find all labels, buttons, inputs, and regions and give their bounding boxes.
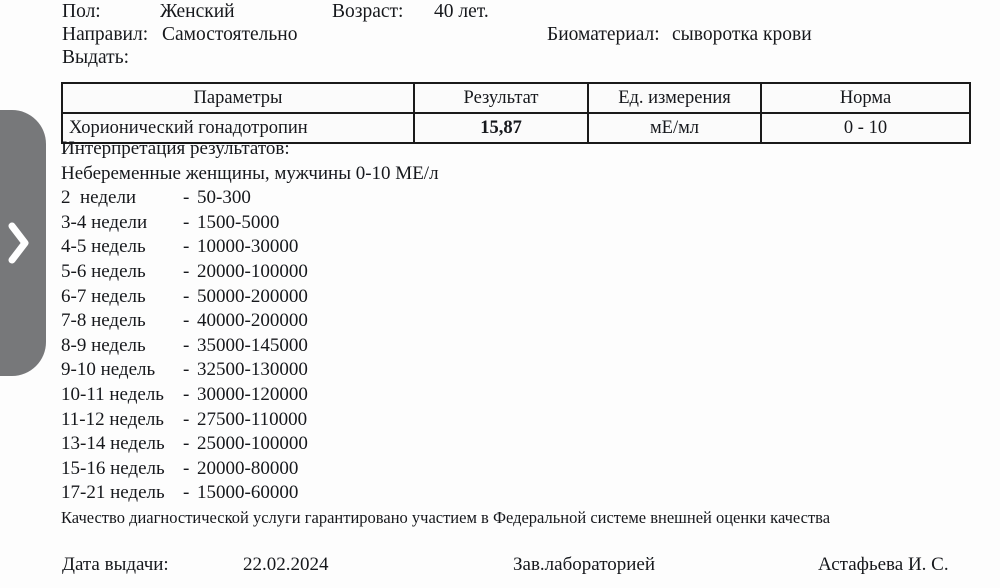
table-header-row <box>62 83 970 113</box>
gestation-row <box>61 211 941 236</box>
gestation-week-range: 50000-200000 <box>197 285 308 307</box>
interpretation-section <box>61 137 941 506</box>
gestation-week-label: 3-4 недели <box>61 211 148 233</box>
gestation-week-label: 15-16 недель <box>61 457 165 479</box>
gestation-row <box>61 235 941 260</box>
gestation-week-range: 27500-110000 <box>197 408 308 430</box>
gestation-dash: - <box>183 433 190 455</box>
gestation-row <box>61 309 941 334</box>
gestation-week-range: 1500-5000 <box>197 211 280 233</box>
sex-label: Пол: <box>62 1 101 22</box>
gestation-week-label: 5-6 недель <box>61 260 146 282</box>
gestation-row <box>61 481 941 506</box>
interpretation-title: Интерпретация результатов: <box>61 138 290 159</box>
gestation-week-range: 10000-30000 <box>197 236 299 258</box>
gestation-week-range: 35000-145000 <box>197 334 308 356</box>
gestation-dash: - <box>183 408 190 430</box>
gestation-week-range: 25000-100000 <box>197 433 308 455</box>
gestation-row <box>61 383 941 408</box>
column-header-norm: Норма <box>761 83 970 113</box>
issue-label: Выдать: <box>62 47 130 68</box>
cell-norm-range: 0 - 10 <box>761 113 970 143</box>
gestation-week-label: 9-10 недель <box>61 359 156 381</box>
gestation-row <box>61 260 941 285</box>
biomaterial-value: сыворотка крови <box>672 24 812 45</box>
gestation-week-label: 8-9 недель <box>61 334 146 356</box>
gestation-week-label: 6-7 недель <box>61 285 146 307</box>
age-value: 40 лет. <box>434 1 489 22</box>
interpretation-baseline: Небеременные женщины, мужчины 0-10 МЕ/л <box>61 162 439 184</box>
lab-head-name: Астафьева И. С. <box>818 554 949 575</box>
header-row-sex-age <box>0 0 1000 23</box>
issue-date-label: Дата выдачи: <box>62 554 169 575</box>
gestation-dash: - <box>183 310 190 332</box>
next-page-button[interactable] <box>0 110 46 376</box>
gestation-dash: - <box>183 187 190 209</box>
gestation-row <box>61 334 941 359</box>
gestation-week-range: 50-300 <box>197 187 251 209</box>
gestation-week-range: 30000-120000 <box>197 383 308 405</box>
gestation-row <box>61 285 941 310</box>
patient-header <box>0 0 1000 69</box>
gestation-week-label: 7-8 недель <box>61 310 146 332</box>
quality-guarantee-note: Качество диагностической услуги гарантировано участием в Федеральной системе внешней оценки качества <box>61 508 831 527</box>
gestation-week-label: 11-12 недель <box>61 408 164 430</box>
biomaterial-label: Биоматериал: <box>547 24 660 45</box>
cell-parameter-name: Хорионический гонадотропин <box>62 113 414 143</box>
cell-units: мЕ/мл <box>588 113 761 143</box>
cell-result-value: 15,87 <box>414 113 588 143</box>
column-header-parameter: Параметры <box>62 83 414 113</box>
gestation-dash: - <box>183 383 190 405</box>
results-table <box>61 82 971 144</box>
gestation-week-range: 20000-100000 <box>197 260 308 282</box>
gestation-row <box>61 457 941 482</box>
referral-label: Направил: <box>62 24 149 45</box>
gestation-week-label: 10-11 недель <box>61 383 164 405</box>
gestation-week-label: 13-14 недель <box>61 433 165 455</box>
gestation-week-range: 20000-80000 <box>197 457 299 479</box>
gestation-dash: - <box>183 236 190 258</box>
gestation-dash: - <box>183 211 190 233</box>
header-row-issue <box>0 46 1000 69</box>
gestation-dash: - <box>183 260 190 282</box>
gestation-row <box>61 186 941 211</box>
gestation-reference-list <box>61 186 941 506</box>
gestation-week-range: 40000-200000 <box>197 310 308 332</box>
issue-date-value: 22.02.2024 <box>243 554 329 575</box>
gestation-dash: - <box>183 457 190 479</box>
gestation-week-label: 17-21 недель <box>61 482 165 504</box>
gestation-week-range: 32500-130000 <box>197 359 308 381</box>
age-label: Возраст: <box>332 1 404 22</box>
header-row-referral-biomaterial <box>0 23 1000 46</box>
gestation-row <box>61 432 941 457</box>
gestation-dash: - <box>183 285 190 307</box>
gestation-dash: - <box>183 482 190 504</box>
gestation-week-label: 2 недели <box>61 187 137 209</box>
gestation-week-label: 4-5 недель <box>61 236 146 258</box>
gestation-row <box>61 408 941 433</box>
chevron-right-icon <box>8 221 30 265</box>
column-header-units: Ед. измерения <box>588 83 761 113</box>
report-footer <box>0 552 1000 578</box>
gestation-dash: - <box>183 334 190 356</box>
gestation-dash: - <box>183 359 190 381</box>
sex-value: Женский <box>160 1 235 22</box>
lab-head-label: Зав.лабораторией <box>513 554 656 575</box>
referral-value: Самостоятельно <box>162 24 298 45</box>
column-header-result: Результат <box>414 83 588 113</box>
gestation-row <box>61 358 941 383</box>
gestation-week-range: 15000-60000 <box>197 482 299 504</box>
